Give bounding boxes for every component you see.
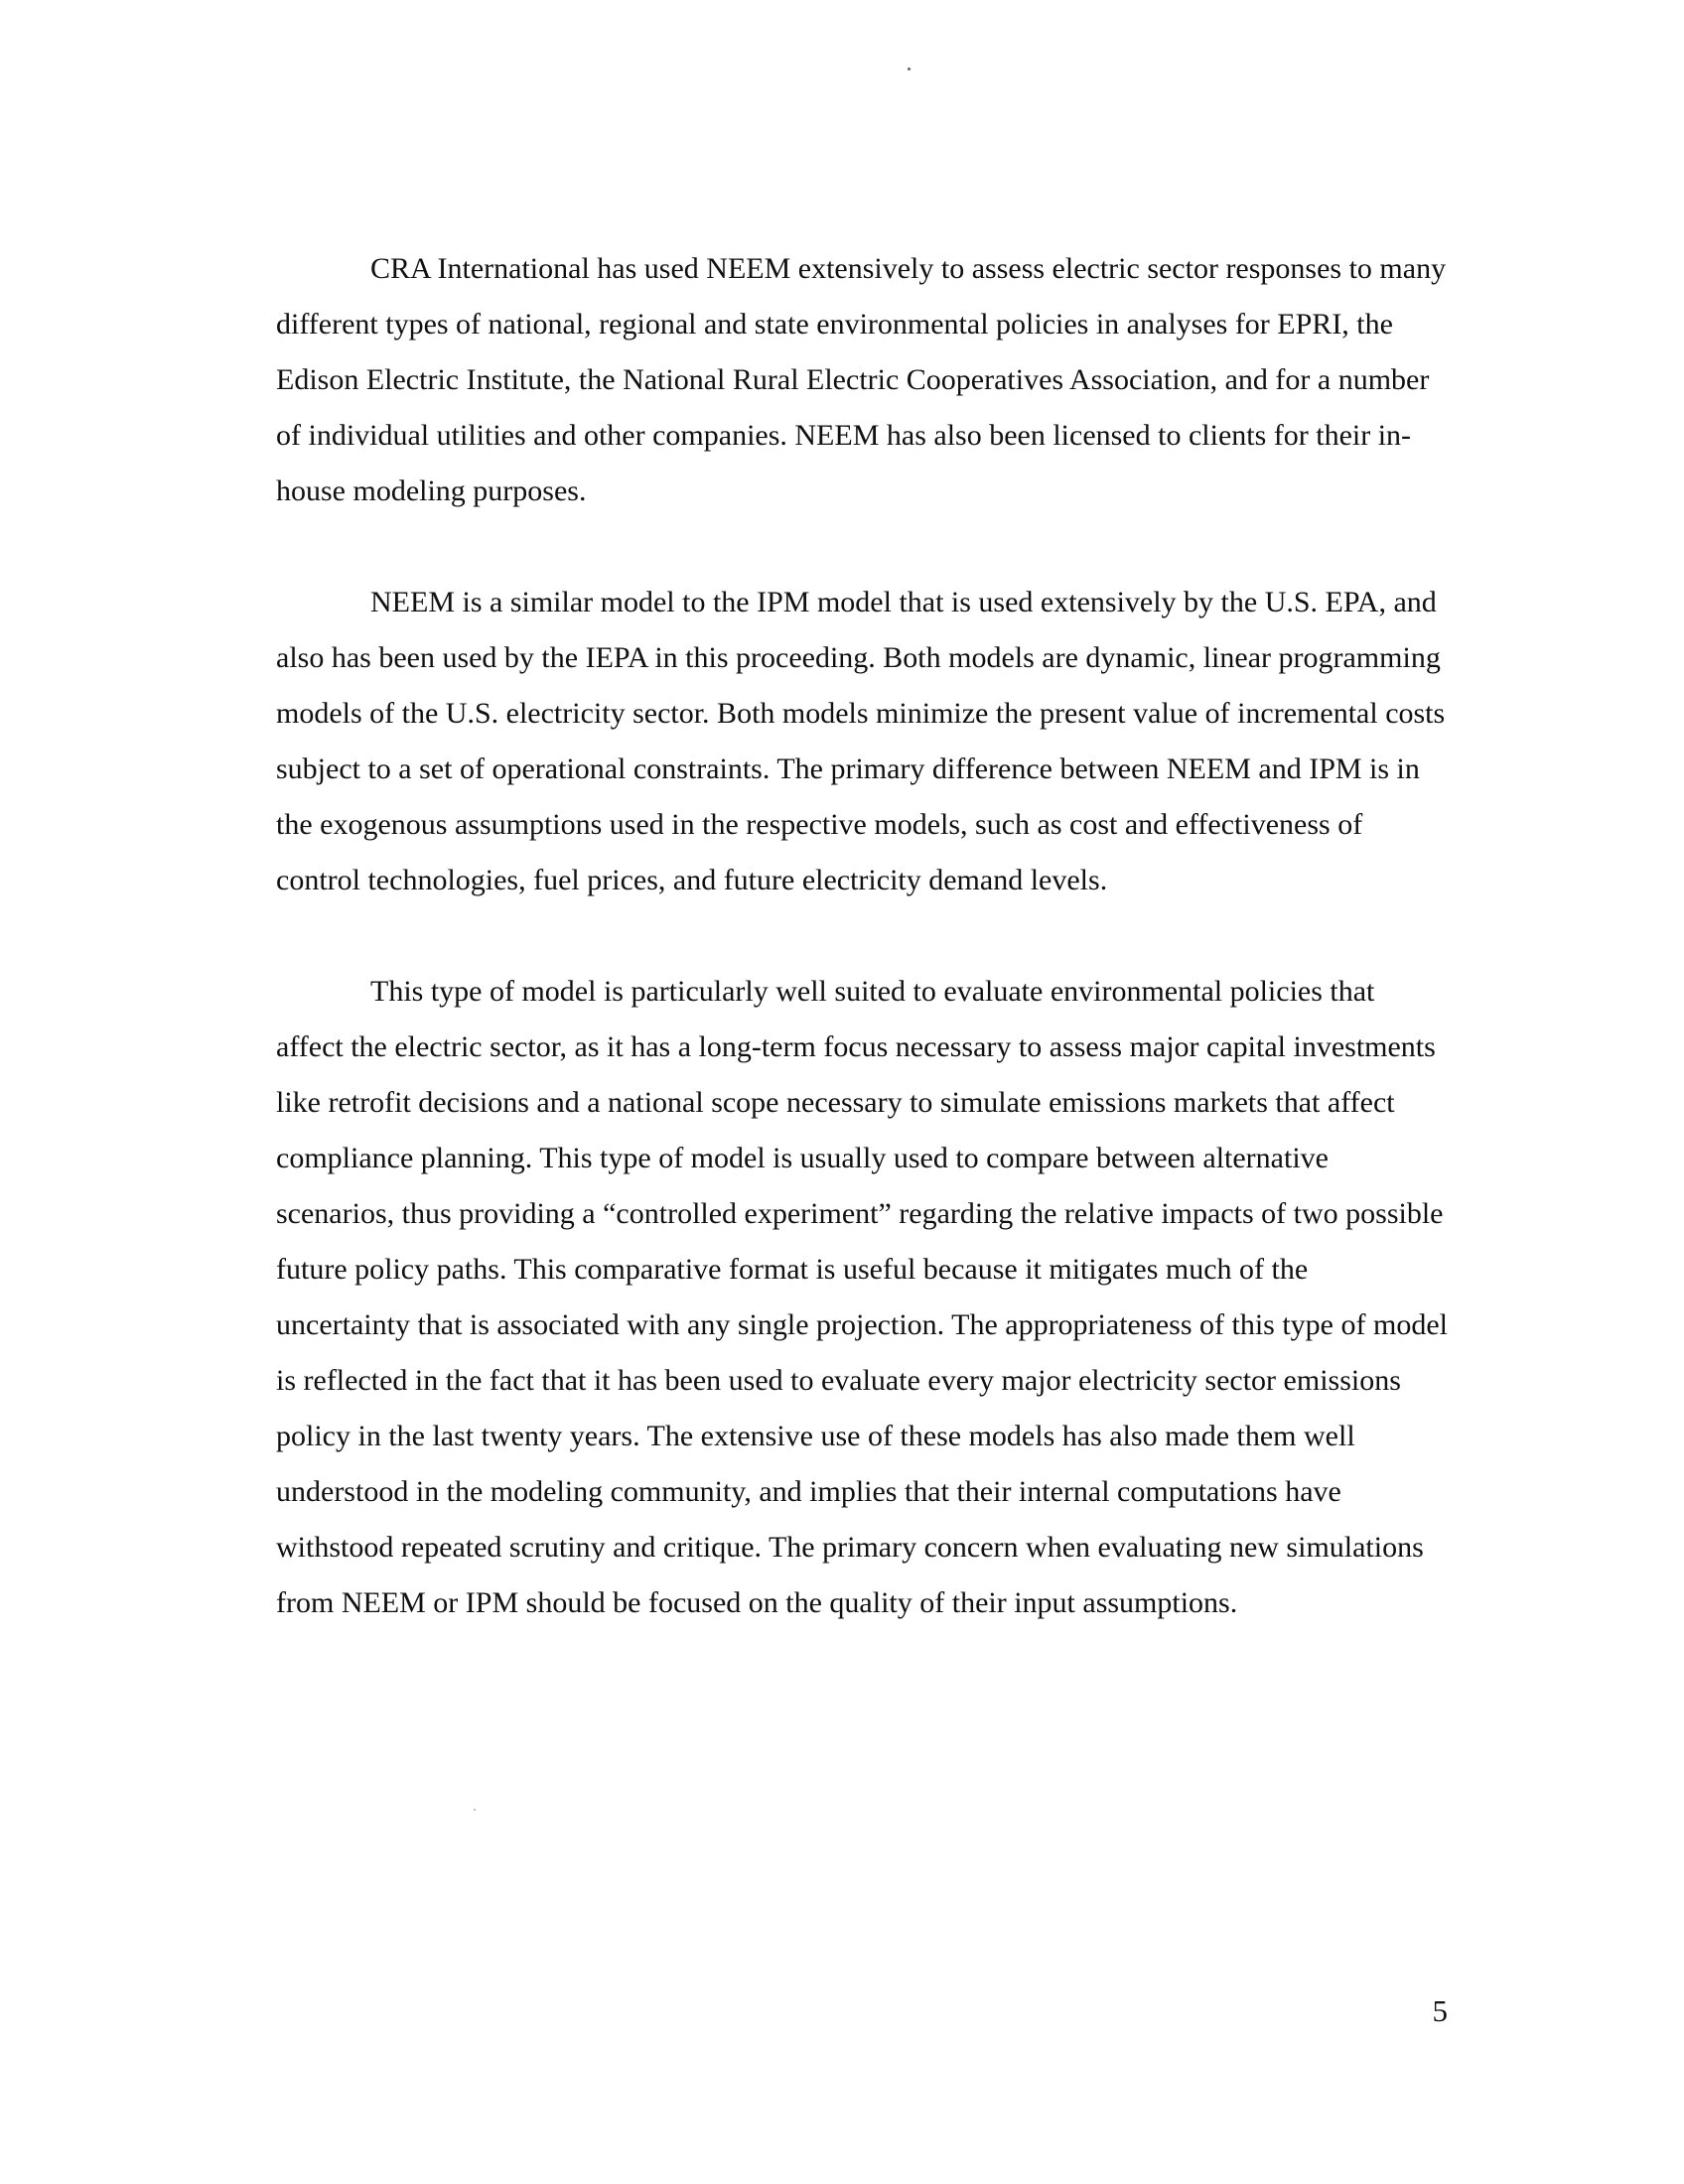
scan-speck: [908, 68, 911, 70]
paragraph-neem-usage: CRA International has used NEEM extensively to assess electric sector responses to many different types of national, regional and state environmental policies in analyses for EPRI, the Edison Electric Institute, the National Rural Electric Cooperatives Association, and for a number of individual utilities and other companies. NEEM has also been licensed to clients for their in-house modeling purposes.: [276, 252, 1447, 507]
paragraph-model-suitability: This type of model is particularly well suited to evaluate environmental policies that affect the electric sector, as it has a long-term focus necessary to assess major capital investments like retrofit decisions and a national scope necessary to simulate emissions markets that affect compliance planning. This type of model is usually used to compare between alternative scenarios, thus providing a “controlled experiment” regarding the relative impacts of two possible future policy paths. This comparative format is useful because it mitigates much of the uncertainty that is associated with any single projection. The appropriateness of this type of model is reflected in the fact that it has been used to evaluate every major electricity sector emissions policy in the last twenty years. The extensive use of these models has also made them well understood in the modeling community, and implies that their internal computations have withstood repeated scrutiny and critique. The primary concern when evaluating new simulations from NEEM or IPM should be focused on the quality of their input assumptions.: [276, 975, 1448, 1619]
page-number: 5: [1432, 1993, 1448, 2028]
paragraph-neem-vs-ipm: NEEM is a similar model to the IPM model that is used extensively by the U.S. EPA, and also has been used by the IEPA in this proceeding. Both models are dynamic, linear programming models of the U.S. electricity sector. Both models minimize the present value of incremental costs subject to a set of operational constraints. The primary difference between NEEM and IPM is in the exogenous assumptions used in the respective models, such as cost and effectiveness of control technologies, fuel prices, and future electricity demand levels.: [276, 586, 1446, 896]
scan-speck: [474, 1809, 476, 1811]
body-text: [276, 241, 1448, 1631]
